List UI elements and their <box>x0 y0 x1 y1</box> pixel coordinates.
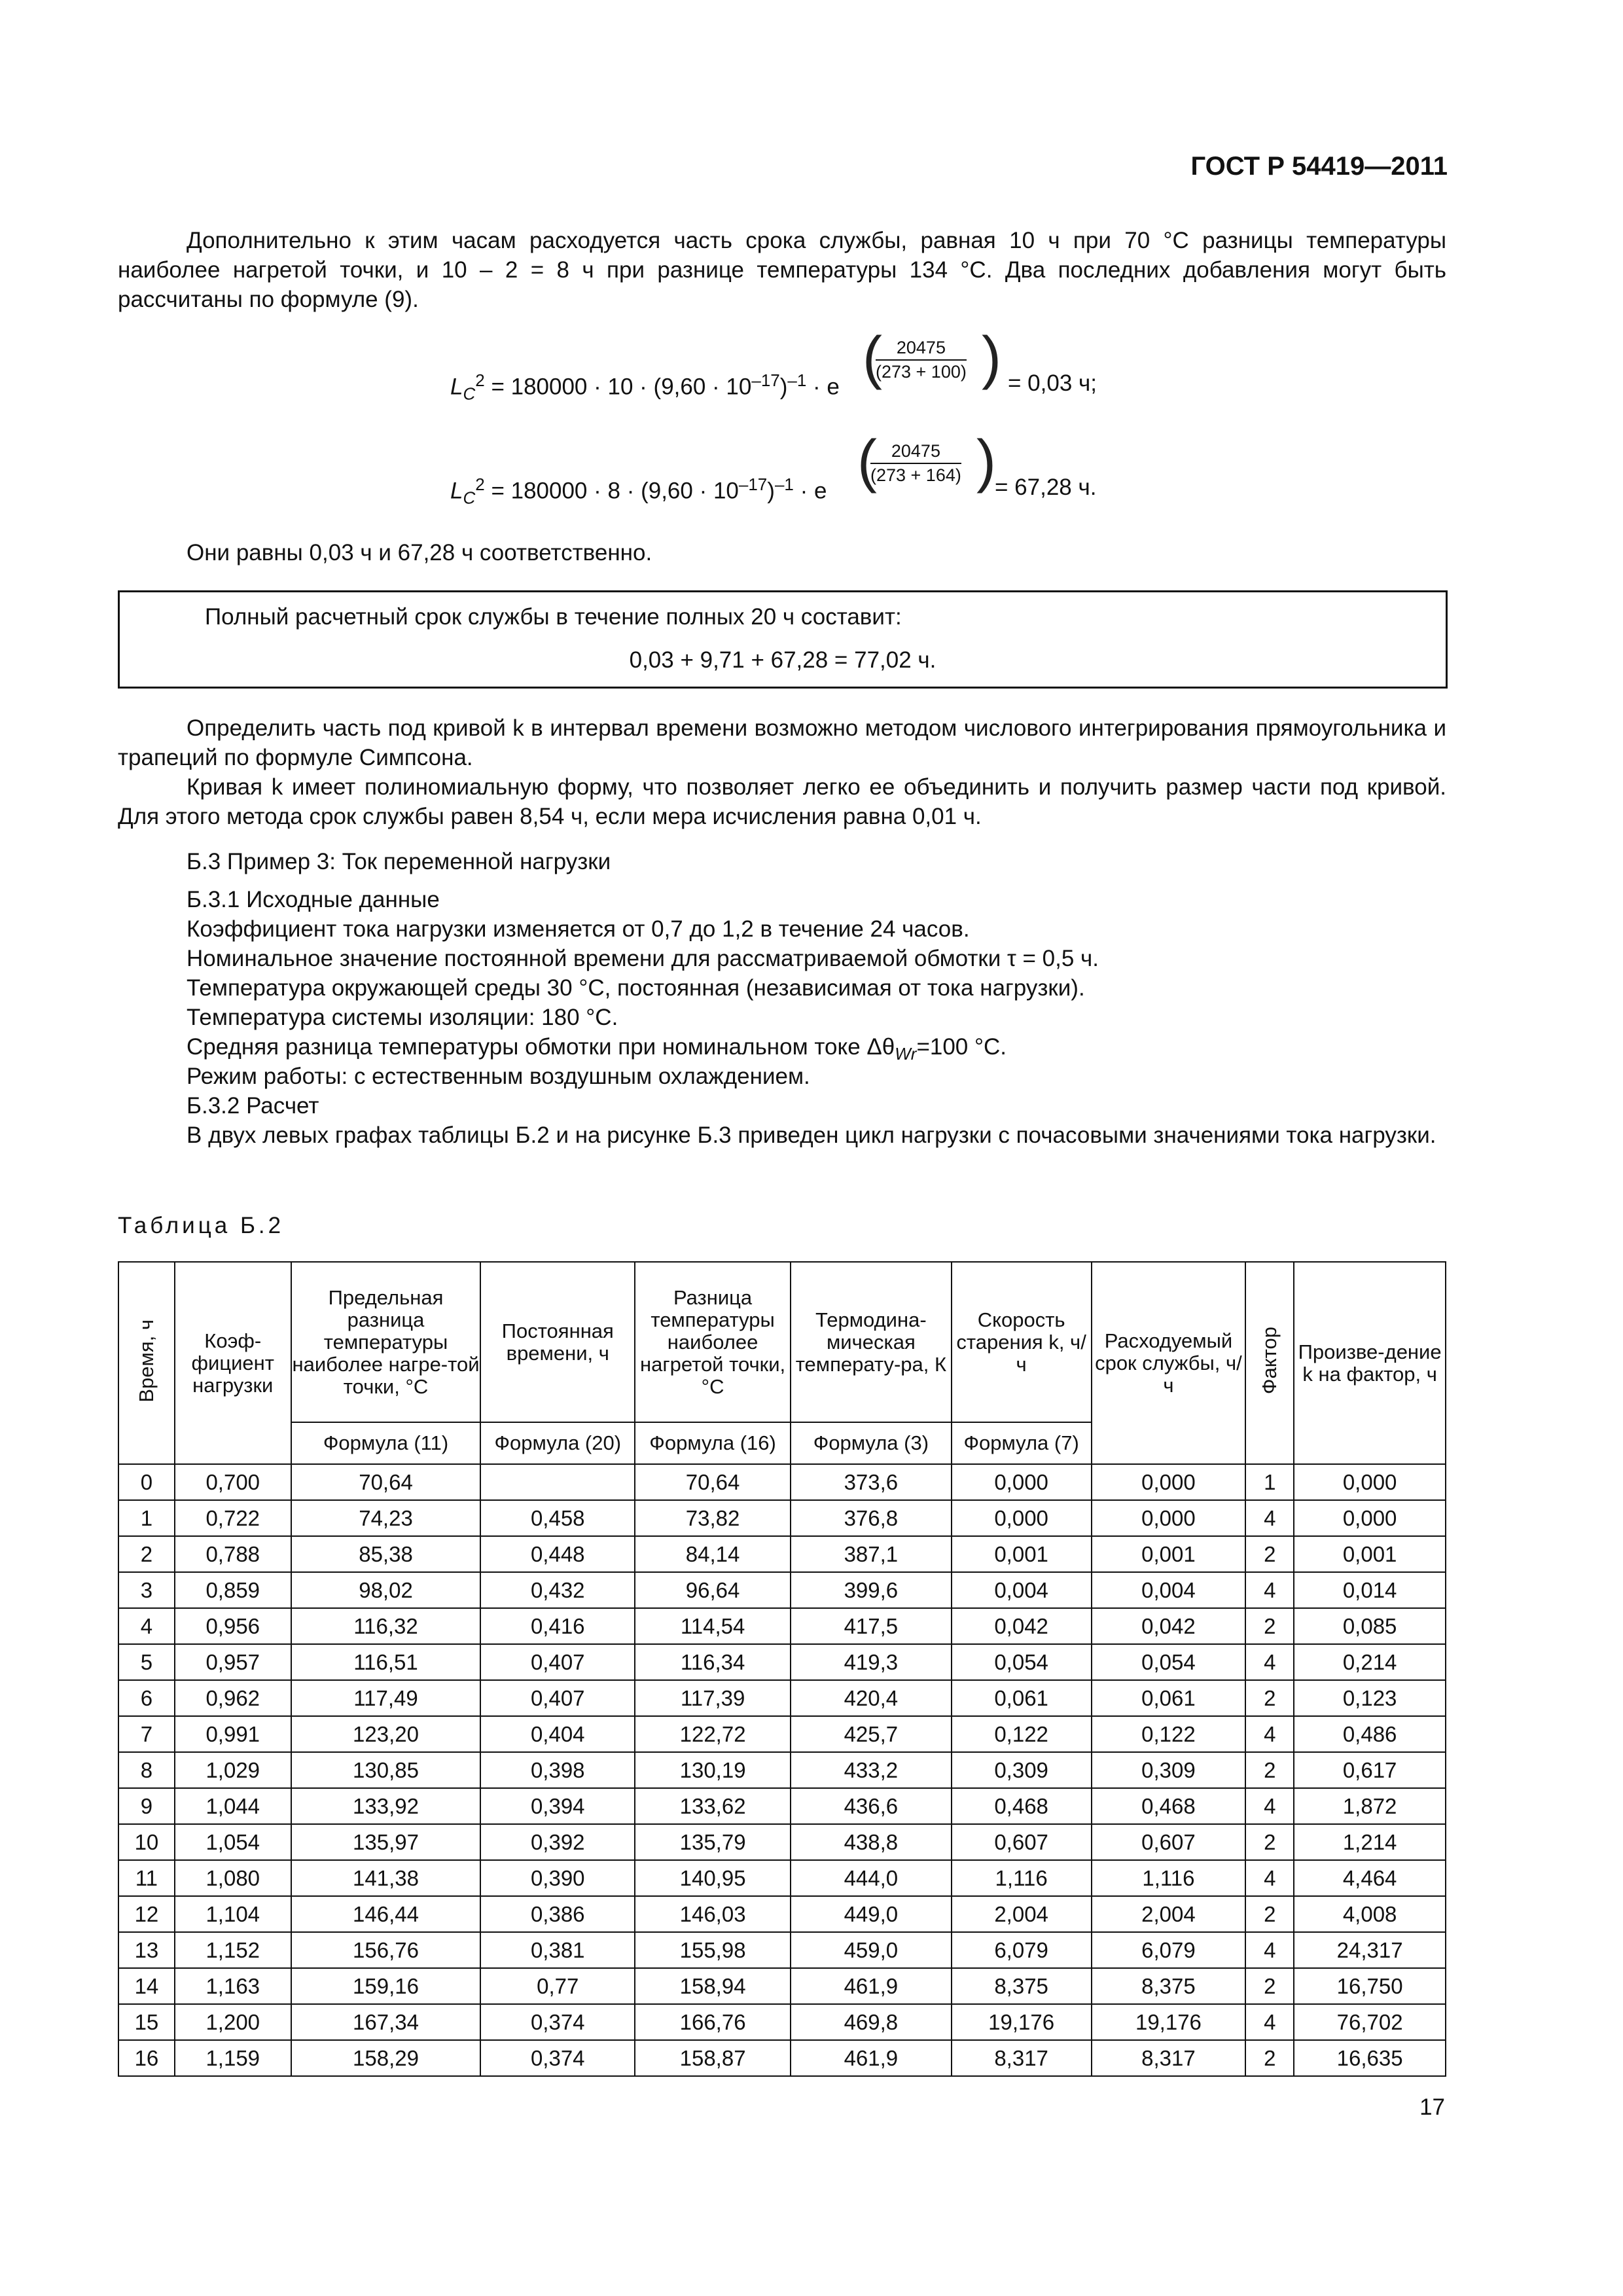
table-cell <box>480 1464 635 1500</box>
table-cell: 3 <box>118 1572 175 1608</box>
header-load-factor: Коэф-фициент нагрузки <box>175 1262 291 1464</box>
table-cell: 0,381 <box>480 1932 635 1968</box>
formula-ref-16: Формула (16) <box>635 1422 791 1464</box>
table-caption: Таблица Б.2 <box>118 1213 285 1238</box>
table-cell: 419,3 <box>791 1644 952 1680</box>
table-cell: 469,8 <box>791 2004 952 2040</box>
table-cell: 433,2 <box>791 1752 952 1788</box>
table-cell: 0,398 <box>480 1752 635 1788</box>
table-cell: 0,374 <box>480 2004 635 2040</box>
table-cell: 0,214 <box>1294 1644 1446 1680</box>
table-cell: 114,54 <box>635 1608 791 1644</box>
method-paragraph-2: Кривая k имеет полиномиальную форму, что позволяет легко ее объединить и получить размер части под кривой. Для этого метода срок службы равен 8,54 ч, если мера исчисления равна 0,01 ч. <box>118 774 1446 829</box>
table-cell: 84,14 <box>635 1536 791 1572</box>
table-cell: 74,23 <box>291 1500 481 1536</box>
table-cell: 0,468 <box>952 1788 1092 1824</box>
formula-1-left-paren: ( <box>863 325 882 391</box>
dtheta-subscript: Wr <box>895 1044 917 1064</box>
table-cell: 96,64 <box>635 1572 791 1608</box>
section-b32-title: Б.3.2 Расчет <box>187 1093 319 1119</box>
table-cell: 116,34 <box>635 1644 791 1680</box>
table-row <box>118 1752 1446 1788</box>
table-cell: 1,116 <box>952 1860 1092 1896</box>
formula-1-fraction: $\frac{20475}{(273 + 100)}$ <box>876 338 967 382</box>
table-cell: 6,079 <box>952 1932 1092 1968</box>
table-row <box>118 1680 1446 1716</box>
table-cell: 438,8 <box>791 1824 952 1860</box>
table-row <box>118 1572 1446 1608</box>
input-item-6: Режим работы: с естественным воздушным охлаждением. <box>187 1064 810 1089</box>
table-cell: 140,95 <box>635 1860 791 1896</box>
table-cell: 0,957 <box>175 1644 291 1680</box>
table-cell: 0,054 <box>952 1644 1092 1680</box>
table-cell: 7 <box>118 1716 175 1752</box>
table-cell: 0,700 <box>175 1464 291 1500</box>
table-cell: 2 <box>1245 1608 1294 1644</box>
table-cell: 0,991 <box>175 1716 291 1752</box>
table-cell: 0,77 <box>480 1968 635 2004</box>
table-cell: 4,464 <box>1294 1860 1446 1896</box>
table-cell: 4 <box>1245 1716 1294 1752</box>
input-item-1: Коэффициент тока нагрузки изменяется от 0,7 до 1,2 в течение 24 часов. <box>187 916 970 942</box>
table-cell: 461,9 <box>791 2040 952 2076</box>
table-cell: 417,5 <box>791 1608 952 1644</box>
table-b2 <box>118 1261 1446 2077</box>
table-cell: 0,788 <box>175 1536 291 1572</box>
table-cell: 399,6 <box>791 1572 952 1608</box>
intro-paragraph: Дополнительно к этим часам расходуется часть срока службы, равная 10 ч при 70 °С разницы температуры наиболее нагретой точки, и 10 – 2 = 8 ч при разнице температуры 134 °С. Два последних добавления могут быть рассчитаны по формуле (9). <box>118 228 1446 312</box>
formula-2-fraction: $\frac{20475}{(273 + 164)}$ <box>870 441 961 485</box>
table-cell: 0,407 <box>480 1680 635 1716</box>
table-cell: 2 <box>1245 1968 1294 2004</box>
table-cell: 0,448 <box>480 1536 635 1572</box>
table-cell: 4,008 <box>1294 1896 1446 1932</box>
table-cell: 167,34 <box>291 2004 481 2040</box>
table-cell: 8,375 <box>952 1968 1092 2004</box>
page-number: 17 <box>1419 2094 1445 2120</box>
table-cell: 0,122 <box>952 1716 1092 1752</box>
table-cell: 0,042 <box>952 1608 1092 1644</box>
table-body <box>118 1464 1446 2076</box>
table-cell: 0,000 <box>1294 1500 1446 1536</box>
table-cell: 1,044 <box>175 1788 291 1824</box>
table-cell: 0,309 <box>1092 1752 1246 1788</box>
table-cell: 0,054 <box>1092 1644 1246 1680</box>
formula-2-left-paren: ( <box>857 429 877 494</box>
table-cell: 135,97 <box>291 1824 481 1860</box>
table-cell: 6,079 <box>1092 1932 1246 1968</box>
table-cell: 12 <box>118 1896 175 1932</box>
table-cell: 117,49 <box>291 1680 481 1716</box>
table-cell: 0,004 <box>952 1572 1092 1608</box>
total-lifetime-box <box>118 590 1448 689</box>
table-cell: 0,404 <box>480 1716 635 1752</box>
table-cell: 1,116 <box>1092 1860 1246 1896</box>
header-hotspot-gradient: Разница температуры наиболее нагретой точки, °С <box>635 1262 791 1422</box>
table-cell: 70,64 <box>635 1464 791 1500</box>
section-b31-title: Б.3.1 Исходные данные <box>187 887 440 912</box>
table-cell: 141,38 <box>291 1860 481 1896</box>
table-cell: 14 <box>118 1968 175 2004</box>
table-cell: 15 <box>118 2004 175 2040</box>
table-cell: 130,19 <box>635 1752 791 1788</box>
formula-1-lhs: L <box>450 374 463 400</box>
table-cell: 0,061 <box>1092 1680 1246 1716</box>
header-time-constant: Постоянная времени, ч <box>480 1262 635 1422</box>
input-item-5-text: Средняя разница температуры обмотки при номинальном токе Δθ <box>187 1034 895 1060</box>
input-item-2: Номинальное значение постоянной времени для рассматриваемой обмотки τ = 0,5 ч. <box>187 946 1099 971</box>
table-cell: 0,468 <box>1092 1788 1246 1824</box>
table-cell: 133,62 <box>635 1788 791 1824</box>
table-cell: 0,607 <box>1092 1824 1246 1860</box>
table-row <box>118 1932 1446 1968</box>
header-consumed-life: Расходуемый срок службы, ч/ч <box>1092 1262 1246 1464</box>
header-time: Время, ч <box>118 1262 175 1464</box>
formula-1: $L_C^2 = 180000 \cdot 10 \cdot (9,60 \cdot 10^{-17})^{-1} \cdot e$ <box>450 370 840 404</box>
table-row <box>118 1608 1446 1644</box>
table-cell: 420,4 <box>791 1680 952 1716</box>
table-cell: 0,122 <box>1092 1716 1246 1752</box>
table-cell: 11 <box>118 1860 175 1896</box>
table-cell: 1,200 <box>175 2004 291 2040</box>
table-cell: 0,390 <box>480 1860 635 1896</box>
formula-2-result: = 67,28 ч. <box>995 475 1097 500</box>
formula-2: $L_C^2 = 180000 \cdot 8 \cdot (9,60 \cdot 10^{-17})^{-1} \cdot e$ <box>450 475 827 508</box>
table-cell: 0,000 <box>952 1464 1092 1500</box>
results-line: Они равны 0,03 ч и 67,28 ч соответственно. <box>187 540 652 565</box>
table-cell: 0,374 <box>480 2040 635 2076</box>
table-cell: 116,32 <box>291 1608 481 1644</box>
table-cell: 387,1 <box>791 1536 952 1572</box>
table-cell: 8,317 <box>952 2040 1092 2076</box>
table-cell: 0,001 <box>1092 1536 1246 1572</box>
table-cell: 16,750 <box>1294 1968 1446 2004</box>
table-row <box>118 1500 1446 1536</box>
table-cell: 0,458 <box>480 1500 635 1536</box>
table-cell: 8,317 <box>1092 2040 1246 2076</box>
header-ultimate-hotspot-gradient: Предельная разница температуры наиболее нагре-той точки, °С <box>291 1262 481 1422</box>
table-cell: 0,859 <box>175 1572 291 1608</box>
table-cell: 122,72 <box>635 1716 791 1752</box>
table-cell: 0,416 <box>480 1608 635 1644</box>
table-cell: 8,375 <box>1092 1968 1246 2004</box>
formula-1-right-paren: ) <box>982 325 1001 391</box>
table-row <box>118 1860 1446 1896</box>
table-cell: 70,64 <box>291 1464 481 1500</box>
table-cell: 117,39 <box>635 1680 791 1716</box>
table-cell: 19,176 <box>1092 2004 1246 2040</box>
table-row <box>118 1968 1446 2004</box>
table-cell: 0 <box>118 1464 175 1500</box>
table-cell: 0,085 <box>1294 1608 1446 1644</box>
formula-1-result: = 0,03 ч; <box>1008 370 1097 396</box>
table-cell: 0,722 <box>175 1500 291 1536</box>
table-cell: 4 <box>118 1608 175 1644</box>
table-cell: 1,152 <box>175 1932 291 1968</box>
table-cell: 133,92 <box>291 1788 481 1824</box>
table-cell: 1,054 <box>175 1824 291 1860</box>
formula-ref-7: Формула (7) <box>952 1422 1092 1464</box>
table-cell: 436,6 <box>791 1788 952 1824</box>
formula-ref-11: Формула (11) <box>291 1422 481 1464</box>
table-cell: 73,82 <box>635 1500 791 1536</box>
table-cell: 0,000 <box>1294 1464 1446 1500</box>
table-cell: 19,176 <box>952 2004 1092 2040</box>
table-cell: 146,44 <box>291 1896 481 1932</box>
header-thermodynamic-temperature: Термодина-мическая температу-ра, К <box>791 1262 952 1422</box>
table-row <box>118 1896 1446 1932</box>
table-cell: 0,042 <box>1092 1608 1246 1644</box>
table-cell: 4 <box>1245 1644 1294 1680</box>
table-cell: 158,87 <box>635 2040 791 2076</box>
table-cell: 156,76 <box>291 1932 481 1968</box>
table-cell: 4 <box>1245 1500 1294 1536</box>
table-cell: 373,6 <box>791 1464 952 1500</box>
table-cell: 2 <box>1245 1896 1294 1932</box>
table-cell: 130,85 <box>291 1752 481 1788</box>
box-line-1: Полный расчетный срок службы в течение полных 20 ч составит: <box>205 604 902 630</box>
document-header: ГОСТ Р 54419—2011 <box>1190 152 1448 181</box>
table-cell: 461,9 <box>791 1968 952 2004</box>
table-row <box>118 2040 1446 2076</box>
table-cell: 1 <box>1245 1464 1294 1500</box>
table-cell: 0,607 <box>952 1824 1092 1860</box>
table-cell: 2 <box>1245 2040 1294 2076</box>
table-cell: 2 <box>1245 1752 1294 1788</box>
table-cell: 0,394 <box>480 1788 635 1824</box>
table-cell: 0,001 <box>1294 1536 1446 1572</box>
table-cell: 16 <box>118 2040 175 2076</box>
table-cell: 1,080 <box>175 1860 291 1896</box>
table-cell: 135,79 <box>635 1824 791 1860</box>
table-row <box>118 1716 1446 1752</box>
table-cell: 4 <box>1245 1788 1294 1824</box>
table-cell: 2,004 <box>952 1896 1092 1932</box>
table-cell: 0,432 <box>480 1572 635 1608</box>
table-cell: 1,214 <box>1294 1824 1446 1860</box>
table-row <box>118 1788 1446 1824</box>
table-cell: 85,38 <box>291 1536 481 1572</box>
table-cell: 158,94 <box>635 1968 791 2004</box>
table-cell: 425,7 <box>791 1716 952 1752</box>
table-cell: 8 <box>118 1752 175 1788</box>
table-cell: 449,0 <box>791 1896 952 1932</box>
input-item-4: Температура системы изоляции: 180 °С. <box>187 1005 618 1030</box>
table-cell: 116,51 <box>291 1644 481 1680</box>
table-cell: 0,386 <box>480 1896 635 1932</box>
table-cell: 1,159 <box>175 2040 291 2076</box>
table-cell: 459,0 <box>791 1932 952 1968</box>
input-item-3: Температура окружающей среды 30 °С, постоянная (независимая от тока нагрузки). <box>187 975 1085 1001</box>
table-cell: 2 <box>1245 1824 1294 1860</box>
formula-2-right-paren: ) <box>976 429 996 494</box>
table-cell: 10 <box>118 1824 175 1860</box>
table-cell: 155,98 <box>635 1932 791 1968</box>
method-paragraph-1: Определить часть под кривой k в интервал времени возможно методом числового интегрирования прямоугольника и трапеций по формуле Симпсона. <box>118 715 1446 770</box>
table-cell: 4 <box>1245 1860 1294 1896</box>
table-cell: 98,02 <box>291 1572 481 1608</box>
table-cell: 0,392 <box>480 1824 635 1860</box>
table-cell: 1,104 <box>175 1896 291 1932</box>
table-cell: 1,029 <box>175 1752 291 1788</box>
table-cell: 1,872 <box>1294 1788 1446 1824</box>
table-cell: 6 <box>118 1680 175 1716</box>
table-cell: 4 <box>1245 1572 1294 1608</box>
table-row <box>118 1464 1446 1500</box>
table-cell: 0,486 <box>1294 1716 1446 1752</box>
header-product: Произве-дение k на фактор, ч <box>1294 1262 1446 1464</box>
table-cell: 9 <box>118 1788 175 1824</box>
table-row <box>118 2004 1446 2040</box>
header-factor: Фактор <box>1245 1262 1294 1464</box>
formula-2-lhs: L <box>450 478 463 504</box>
table-cell: 2 <box>118 1536 175 1572</box>
table-cell: 13 <box>118 1932 175 1968</box>
table-cell: 0,407 <box>480 1644 635 1680</box>
box-line-2: 0,03 + 9,71 + 67,28 = 77,02 ч. <box>629 647 936 673</box>
table-cell: 0,000 <box>1092 1500 1246 1536</box>
table-cell: 0,956 <box>175 1608 291 1644</box>
table-cell: 376,8 <box>791 1500 952 1536</box>
table-cell: 146,03 <box>635 1896 791 1932</box>
table-cell: 0,123 <box>1294 1680 1446 1716</box>
table-cell: 4 <box>1245 1932 1294 1968</box>
table-cell: 24,317 <box>1294 1932 1446 1968</box>
section-b3-title: Б.3 Пример 3: Ток переменной нагрузки <box>187 849 611 874</box>
table-cell: 5 <box>118 1644 175 1680</box>
table-cell: 123,20 <box>291 1716 481 1752</box>
table-cell: 0,014 <box>1294 1572 1446 1608</box>
formula-ref-3: Формула (3) <box>791 1422 952 1464</box>
table-cell: 0,962 <box>175 1680 291 1716</box>
table-cell: 159,16 <box>291 1968 481 2004</box>
formula-ref-20: Формула (20) <box>480 1422 635 1464</box>
table-cell: 0,617 <box>1294 1752 1446 1788</box>
header-aging-rate: Скорость старения k, ч/ч <box>952 1262 1092 1422</box>
table-cell: 76,702 <box>1294 2004 1446 2040</box>
table-row <box>118 1644 1446 1680</box>
table-cell: 2 <box>1245 1536 1294 1572</box>
table-cell: 0,061 <box>952 1680 1092 1716</box>
table-cell: 1 <box>118 1500 175 1536</box>
table-cell: 158,29 <box>291 2040 481 2076</box>
table-cell: 166,76 <box>635 2004 791 2040</box>
table-row <box>118 1824 1446 1860</box>
table-cell: 0,000 <box>1092 1464 1246 1500</box>
table-cell: 2,004 <box>1092 1896 1246 1932</box>
table-row <box>118 1536 1446 1572</box>
table-cell: 0,001 <box>952 1536 1092 1572</box>
table-cell: 16,635 <box>1294 2040 1446 2076</box>
table-cell: 0,000 <box>952 1500 1092 1536</box>
table-cell: 0,309 <box>952 1752 1092 1788</box>
table-cell: 4 <box>1245 2004 1294 2040</box>
dtheta-value: =100 °С. <box>916 1034 1007 1060</box>
section-b32-text: В двух левых графах таблицы Б.2 и на рисунке Б.3 приведен цикл нагрузки с почасовыми значениями тока нагрузки. <box>187 1122 1436 1148</box>
table-cell: 444,0 <box>791 1860 952 1896</box>
table-cell: 2 <box>1245 1680 1294 1716</box>
table-cell: 1,163 <box>175 1968 291 2004</box>
table-cell: 0,004 <box>1092 1572 1246 1608</box>
